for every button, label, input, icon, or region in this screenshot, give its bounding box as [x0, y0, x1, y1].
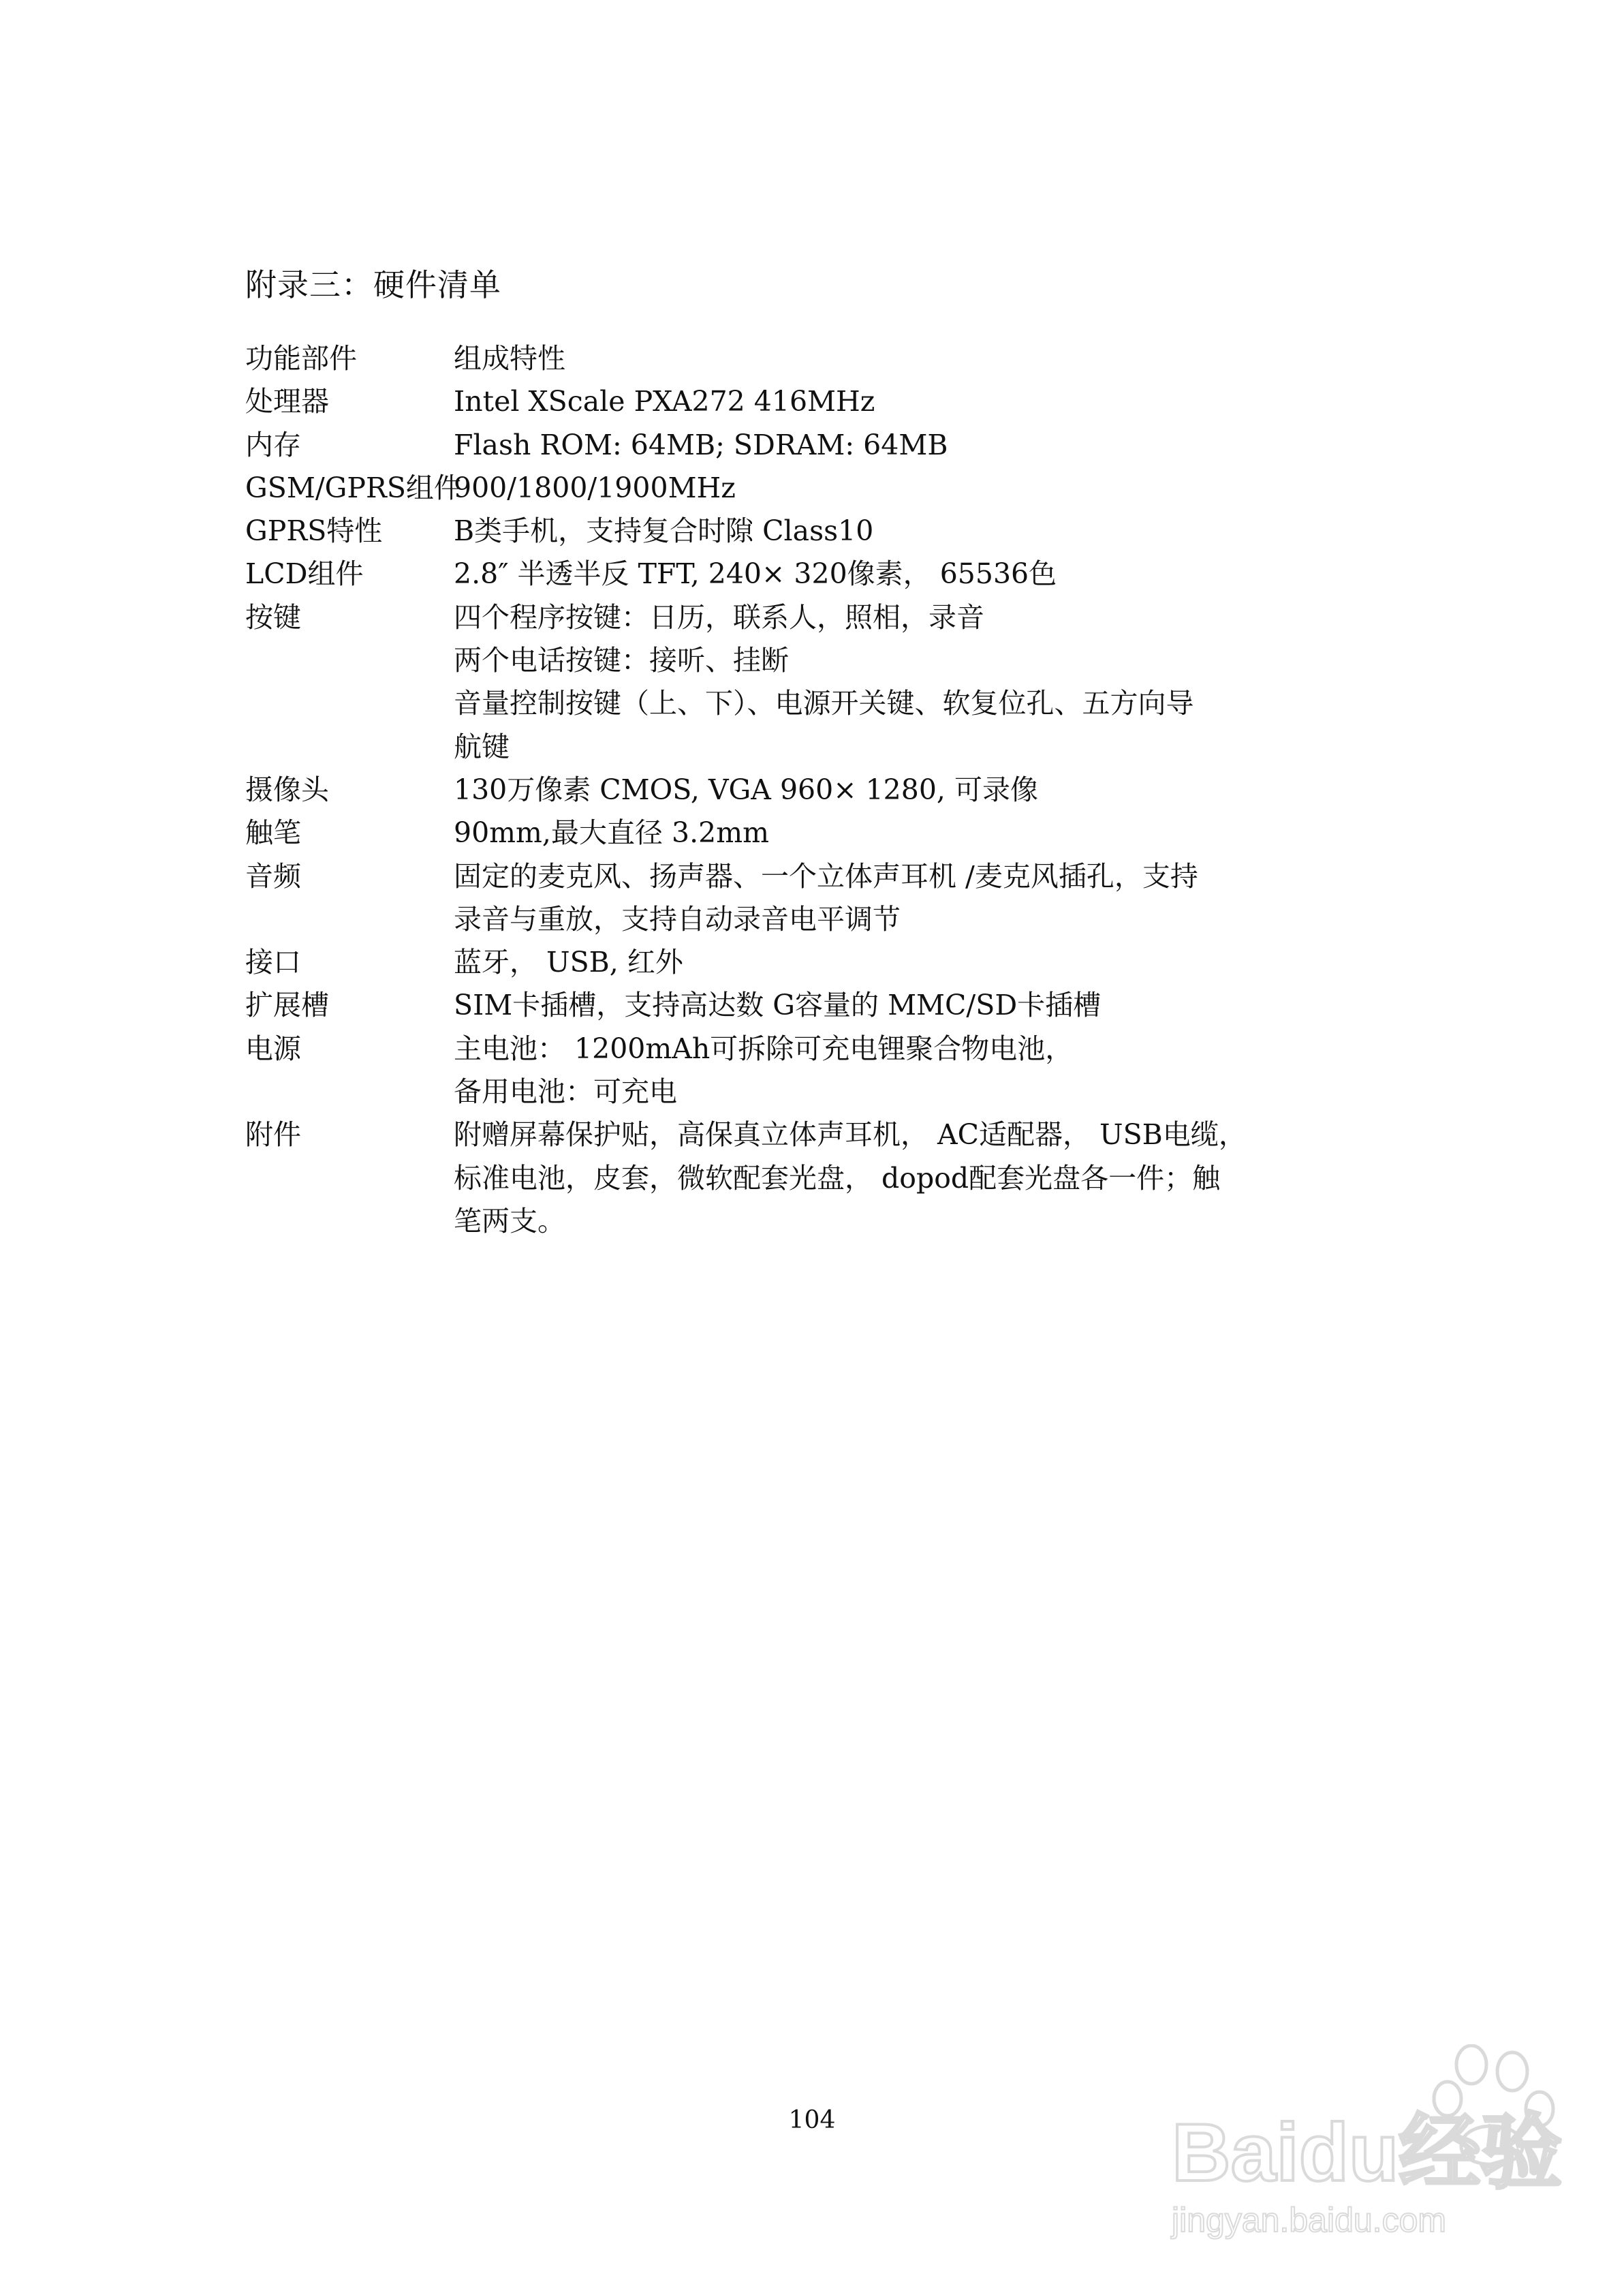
- hardware-spec-table: [245, 337, 1253, 1243]
- header-value: 组成特性: [454, 342, 565, 375]
- table-row: [245, 553, 1253, 596]
- table-row: [245, 380, 1253, 423]
- row-value-cell: [454, 467, 1253, 510]
- page-number: 104: [788, 2106, 836, 2134]
- watermark-url-text: jingyan.baidu.com: [1172, 2201, 1447, 2239]
- row-value-line: 130万像素 CMOS, VGA 960× 1280, 可录像: [454, 773, 1038, 806]
- table-row: [245, 855, 1253, 942]
- paw-toe-icon: [1497, 2052, 1527, 2091]
- row-value-line: SIM卡插槽，支持高达数 G容量的 MMC/SD卡插槽: [454, 989, 1102, 1022]
- header-value-cell: [454, 337, 1253, 380]
- row-value-line: 2.8″ 半透半反 TFT, 240× 320像素， 65536色: [454, 557, 1057, 591]
- row-value-cell: [454, 553, 1253, 596]
- row-value-cell: [454, 1028, 1253, 1114]
- row-value-cell: [454, 1113, 1253, 1243]
- row-value-cell: [454, 424, 1253, 467]
- row-value-cell: [454, 941, 1253, 984]
- row-label: 电源: [245, 1032, 301, 1065]
- row-label: 音频: [245, 859, 301, 893]
- paw-toe-icon: [1456, 2046, 1486, 2084]
- row-label: 按键: [245, 600, 301, 634]
- row-value-cell: [454, 380, 1253, 423]
- table-row: [245, 812, 1253, 854]
- row-value-cell: [454, 769, 1253, 812]
- table-row: [245, 769, 1253, 812]
- row-value-line: 四个程序按键：日历，联系人，照相，录音: [454, 600, 984, 634]
- row-value-line: 主电池： 1200mAh可拆除可充电锂聚合物电池，: [454, 1032, 1074, 1065]
- row-value-line: 90mm,最大直径 3.2mm: [454, 816, 769, 850]
- row-value-line: 固定的麦克风、扬声器、一个立体声耳机 /麦克风插孔，支持: [454, 859, 1198, 893]
- row-value-cell: [454, 855, 1253, 942]
- row-value-line: Flash ROM: 64MB; SDRAM: 64MB: [454, 428, 948, 461]
- row-label: 内存: [245, 428, 301, 461]
- row-value-cell: [454, 510, 1253, 553]
- row-label: 附件: [245, 1118, 301, 1152]
- table-header-row: [245, 337, 1253, 380]
- table-row: [245, 467, 1253, 510]
- row-value-line: 笔两支。: [454, 1204, 565, 1237]
- row-value-cell: [454, 984, 1253, 1027]
- row-label: GPRS特性: [245, 514, 383, 548]
- header-label: 功能部件: [245, 342, 357, 375]
- row-label: 扩展槽: [245, 989, 329, 1022]
- row-label: LCD组件: [245, 557, 364, 591]
- row-value-line: 两个电话按键：接听、挂断: [454, 644, 789, 677]
- row-value-cell: [454, 596, 1253, 769]
- table-row: [245, 424, 1253, 467]
- row-value-cell: [454, 812, 1253, 854]
- table-row: [245, 1028, 1253, 1114]
- row-label: 处理器: [245, 385, 329, 418]
- row-value-line: 录音与重放，支持自动录音电平调节: [454, 902, 901, 936]
- row-value-line: 附赠屏幕保护贴，高保真立体声耳机， AC适配器， USB电缆，: [454, 1118, 1247, 1152]
- table-row: [245, 1113, 1253, 1243]
- row-value-line: 900/1800/1900MHz: [454, 471, 736, 504]
- watermark-brand-text: Baidu经验: [1172, 2107, 1563, 2198]
- row-value-line: 蓝牙， USB, 红外: [454, 946, 683, 979]
- table-row: [245, 596, 1253, 769]
- row-value-line: Intel XScale PXA272 416MHz: [454, 385, 875, 418]
- row-label: 接口: [245, 946, 301, 979]
- table-row: [245, 510, 1253, 553]
- table-row: [245, 984, 1253, 1027]
- row-value-line: 航键: [454, 730, 510, 763]
- row-value-line: 备用电池：可充电: [454, 1075, 677, 1109]
- row-label: 触笔: [245, 816, 301, 850]
- baidu-jingyan-watermark-logo: [1151, 2044, 1574, 2249]
- page-title: 附录三：硬件清单: [245, 266, 501, 303]
- row-label: 摄像头: [245, 773, 329, 806]
- row-value-line: B类手机，支持复合时隙 Class10: [454, 514, 874, 548]
- row-label: GSM/GPRS组件: [245, 471, 462, 504]
- table-row: [245, 941, 1253, 984]
- row-value-line: 标准电池，皮套，微软配套光盘， dopod配套光盘各一件；触: [454, 1161, 1221, 1195]
- row-value-line: 音量控制按键（上、下）、电源开关键、软复位孔、五方向导: [454, 687, 1194, 720]
